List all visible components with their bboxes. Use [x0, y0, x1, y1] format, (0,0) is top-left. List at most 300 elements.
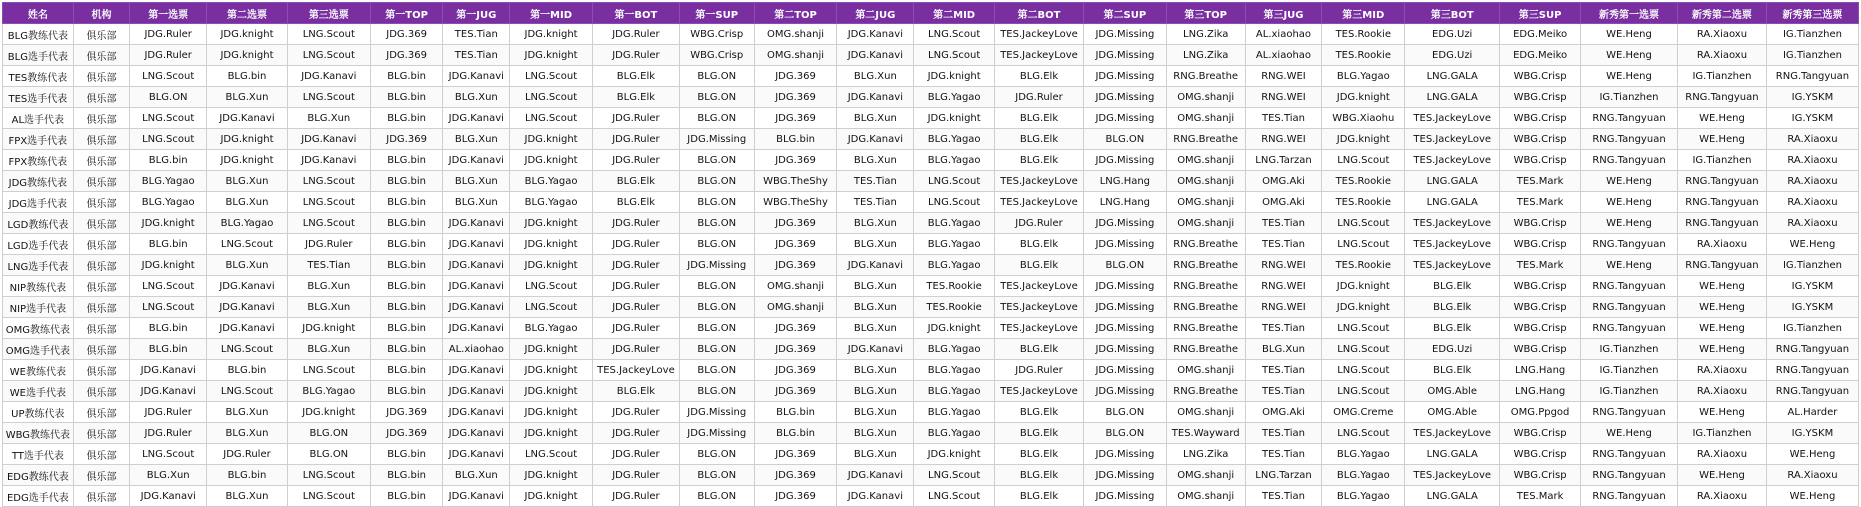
vote-cell: BLG.Yagao [1322, 66, 1405, 87]
vote-cell: TES.Tian [1245, 108, 1322, 129]
table-body [3, 24, 1859, 507]
vote-cell: RA.Xiaoxu [1766, 465, 1858, 486]
vote-cell: OMG.shanji [754, 297, 837, 318]
vote-cell: BLG.Xun [837, 444, 914, 465]
vote-cell: TES.Tian [837, 192, 914, 213]
vote-cell: LNG.Scout [287, 45, 370, 66]
vote-cell: JDG.knight [510, 360, 593, 381]
vote-cell: RA.Xiaoxu [1677, 45, 1766, 66]
vote-cell: WBG.Crisp [1500, 234, 1581, 255]
vote-cell: BLG.Yagao [287, 381, 370, 402]
voter-name-cell: EDG选手代表 [3, 486, 74, 507]
vote-cell: BLG.ON [679, 234, 754, 255]
vote-cell: RNG.Tangyuan [1677, 255, 1766, 276]
vote-cell: LNG.GALA [1405, 444, 1500, 465]
vote-cell: JDG.Kanavi [443, 213, 510, 234]
vote-cell: JDG.Kanavi [443, 276, 510, 297]
vote-cell: WBG.Crisp [1500, 213, 1581, 234]
vote-cell: OMG.shanji [754, 45, 837, 66]
vote-cell: JDG.Ruler [592, 402, 679, 423]
vote-cell: WE.Heng [1677, 402, 1766, 423]
vote-cell: WE.Heng [1677, 339, 1766, 360]
organization-cell: 俱乐部 [73, 276, 130, 297]
column-header: 第一MID [510, 3, 593, 24]
vote-cell: RNG.Tangyuan [1677, 87, 1766, 108]
vote-cell: BLG.Xun [837, 423, 914, 444]
voter-name-cell: TES教练代表 [3, 66, 74, 87]
vote-cell: OMG.shanji [1166, 486, 1245, 507]
vote-cell: TES.JackeyLove [1405, 108, 1500, 129]
vote-cell: TES.Rookie [1322, 171, 1405, 192]
vote-cell: JDG.Kanavi [443, 423, 510, 444]
vote-cell: LNG.Tarzan [1245, 465, 1322, 486]
vote-cell: LNG.Scout [207, 339, 288, 360]
vote-cell: JDG.Ruler [130, 45, 207, 66]
vote-cell: LNG.Scout [510, 444, 593, 465]
vote-cell: BLG.ON [679, 297, 754, 318]
voter-name-cell: LGD教练代表 [3, 213, 74, 234]
vote-cell: JDG.knight [510, 129, 593, 150]
vote-cell: IG.Tianzhen [1766, 255, 1858, 276]
vote-cell: JDG.369 [754, 66, 837, 87]
vote-cell: JDG.369 [370, 402, 443, 423]
vote-cell: WBG.TheShy [754, 192, 837, 213]
vote-cell: RNG.Breathe [1166, 66, 1245, 87]
vote-cell: TES.Tian [443, 45, 510, 66]
vote-cell: WE.Heng [1677, 465, 1766, 486]
vote-cell: BLG.Xun [287, 276, 370, 297]
vote-cell: WBG.Crisp [1500, 297, 1581, 318]
vote-cell: BLG.bin [207, 360, 288, 381]
vote-cell: BLG.Yagao [130, 192, 207, 213]
vote-cell: TES.Tian [1245, 444, 1322, 465]
vote-cell: JDG.Missing [679, 129, 754, 150]
vote-cell: BLG.bin [370, 108, 443, 129]
vote-cell: JDG.Ruler [592, 486, 679, 507]
vote-cell: BLG.Xun [837, 402, 914, 423]
vote-cell: BLG.bin [370, 276, 443, 297]
vote-cell: JDG.Kanavi [130, 486, 207, 507]
vote-cell: RA.Xiaoxu [1766, 171, 1858, 192]
vote-cell: BLG.ON [1083, 255, 1166, 276]
vote-cell: IG.YSKM [1766, 297, 1858, 318]
vote-cell: BLG.Xun [130, 465, 207, 486]
vote-cell: BLG.ON [679, 444, 754, 465]
organization-cell: 俱乐部 [73, 192, 130, 213]
vote-cell: TES.Tian [287, 255, 370, 276]
vote-cell: BLG.Xun [837, 297, 914, 318]
vote-cell: BLG.ON [1083, 402, 1166, 423]
vote-cell: BLG.bin [370, 255, 443, 276]
vote-cell: JDG.Ruler [592, 213, 679, 234]
vote-cell: BLG.Yagao [914, 360, 995, 381]
vote-cell: LNG.Hang [1500, 381, 1581, 402]
vote-cell: JDG.Kanavi [443, 360, 510, 381]
vote-cell: LNG.Scout [914, 171, 995, 192]
vote-cell: JDG.Missing [1083, 360, 1166, 381]
voter-name-cell: LNG选手代表 [3, 255, 74, 276]
vote-cell: BLG.Yagao [510, 171, 593, 192]
vote-cell: RA.Xiaoxu [1766, 213, 1858, 234]
organization-cell: 俱乐部 [73, 465, 130, 486]
vote-cell: RA.Xiaoxu [1766, 150, 1858, 171]
vote-cell: OMG.shanji [1166, 171, 1245, 192]
column-header: 第三MID [1322, 3, 1405, 24]
vote-cell: IG.Tianzhen [1766, 45, 1858, 66]
vote-cell: BLG.Xun [443, 87, 510, 108]
vote-cell: BLG.Elk [995, 150, 1084, 171]
vote-cell: BLG.bin [207, 66, 288, 87]
table-row [3, 465, 1859, 486]
vote-cell: RNG.Tangyuan [1581, 108, 1678, 129]
vote-cell: BLG.Xun [443, 129, 510, 150]
table-row [3, 234, 1859, 255]
vote-cell: LNG.Scout [1322, 339, 1405, 360]
vote-cell: JDG.Ruler [592, 255, 679, 276]
vote-cell: RNG.WEI [1245, 129, 1322, 150]
table-row [3, 444, 1859, 465]
vote-cell: RNG.Breathe [1166, 381, 1245, 402]
vote-cell: LNG.Scout [1322, 150, 1405, 171]
vote-cell: OMG.Aki [1245, 402, 1322, 423]
vote-cell: LNG.Tarzan [1245, 150, 1322, 171]
vote-cell: JDG.Kanavi [287, 66, 370, 87]
vote-cell: BLG.Elk [995, 486, 1084, 507]
vote-cell: LNG.Scout [914, 192, 995, 213]
table-row [3, 150, 1859, 171]
vote-cell: JDG.Ruler [592, 339, 679, 360]
vote-cell: JDG.Kanavi [443, 318, 510, 339]
vote-cell: RNG.Tangyuan [1581, 465, 1678, 486]
vote-cell: JDG.knight [914, 66, 995, 87]
vote-cell: BLG.Elk [592, 87, 679, 108]
table-row [3, 171, 1859, 192]
vote-table-sheet [2, 2, 1859, 504]
vote-cell: JDG.knight [207, 24, 288, 45]
vote-cell: WE.Heng [1581, 192, 1678, 213]
vote-cell: TES.Wayward [1166, 423, 1245, 444]
vote-cell: BLG.Xun [837, 360, 914, 381]
vote-cell: IG.Tianzhen [1677, 66, 1766, 87]
organization-cell: 俱乐部 [73, 171, 130, 192]
table-row [3, 87, 1859, 108]
vote-cell: TES.JackeyLove [995, 297, 1084, 318]
vote-cell: WBG.Xiaohu [1322, 108, 1405, 129]
vote-cell: TES.JackeyLove [1405, 234, 1500, 255]
vote-cell: JDG.Kanavi [287, 129, 370, 150]
organization-cell: 俱乐部 [73, 129, 130, 150]
vote-cell: TES.Tian [1245, 381, 1322, 402]
vote-cell: TES.Rookie [914, 297, 995, 318]
vote-cell: BLG.bin [370, 213, 443, 234]
vote-cell: JDG.Missing [1083, 234, 1166, 255]
column-header: 第二选票 [207, 3, 288, 24]
vote-cell: BLG.ON [679, 108, 754, 129]
vote-cell: LNG.Scout [130, 108, 207, 129]
vote-table [2, 2, 1859, 507]
vote-cell: IG.Tianzhen [1581, 87, 1678, 108]
vote-cell: RNG.Tangyuan [1677, 171, 1766, 192]
vote-cell: JDG.knight [510, 150, 593, 171]
vote-cell: BLG.ON [679, 192, 754, 213]
vote-cell: AL.xiaohao [443, 339, 510, 360]
vote-cell: LNG.Scout [130, 66, 207, 87]
vote-cell: JDG.knight [510, 486, 593, 507]
column-header: 第三TOP [1166, 3, 1245, 24]
vote-cell: JDG.Missing [679, 255, 754, 276]
vote-cell: LNG.Scout [287, 465, 370, 486]
voter-name-cell: BLG选手代表 [3, 45, 74, 66]
vote-cell: LNG.Hang [1083, 171, 1166, 192]
vote-cell: BLG.Xun [207, 192, 288, 213]
vote-cell: JDG.knight [287, 402, 370, 423]
table-row [3, 402, 1859, 423]
column-header: 第二JUG [837, 3, 914, 24]
vote-cell: BLG.Elk [995, 108, 1084, 129]
vote-cell: WE.Heng [1581, 45, 1678, 66]
vote-cell: BLG.Elk [995, 255, 1084, 276]
vote-cell: JDG.knight [207, 129, 288, 150]
vote-cell: LNG.Zika [1166, 444, 1245, 465]
vote-cell: RNG.WEI [1245, 87, 1322, 108]
table-row [3, 318, 1859, 339]
vote-cell: JDG.369 [754, 318, 837, 339]
vote-cell: IG.Tianzhen [1766, 318, 1858, 339]
vote-cell: JDG.Missing [1083, 381, 1166, 402]
vote-cell: LNG.Zika [1166, 45, 1245, 66]
voter-name-cell: JDG选手代表 [3, 192, 74, 213]
vote-cell: JDG.Kanavi [207, 297, 288, 318]
vote-cell: BLG.Xun [837, 381, 914, 402]
vote-cell: JDG.369 [754, 486, 837, 507]
vote-cell: RNG.Breathe [1166, 255, 1245, 276]
vote-cell: JDG.Missing [1083, 276, 1166, 297]
organization-cell: 俱乐部 [73, 381, 130, 402]
vote-cell: JDG.knight [207, 150, 288, 171]
vote-cell: TES.Tian [1245, 213, 1322, 234]
vote-cell: JDG.knight [510, 255, 593, 276]
organization-cell: 俱乐部 [73, 423, 130, 444]
vote-cell: BLG.Elk [995, 402, 1084, 423]
vote-cell: RNG.Breathe [1166, 339, 1245, 360]
vote-cell: WBG.Crisp [1500, 444, 1581, 465]
vote-cell: BLG.Xun [207, 87, 288, 108]
vote-cell: RNG.Tangyuan [1677, 192, 1766, 213]
vote-cell: TES.JackeyLove [1405, 423, 1500, 444]
vote-cell: JDG.Missing [1083, 318, 1166, 339]
voter-name-cell: UP教练代表 [3, 402, 74, 423]
vote-cell: JDG.369 [754, 360, 837, 381]
vote-cell: BLG.Yagao [1322, 444, 1405, 465]
vote-cell: BLG.bin [130, 339, 207, 360]
vote-cell: OMG.shanji [1166, 192, 1245, 213]
vote-cell: BLG.Xun [287, 339, 370, 360]
vote-cell: JDG.knight [510, 45, 593, 66]
vote-cell: LNG.Scout [1322, 234, 1405, 255]
column-header: 姓名 [3, 3, 74, 24]
vote-cell: JDG.knight [914, 444, 995, 465]
vote-cell: RNG.Tangyuan [1581, 486, 1678, 507]
vote-cell: JDG.Kanavi [130, 381, 207, 402]
vote-cell: JDG.Missing [1083, 45, 1166, 66]
vote-cell: BLG.Yagao [914, 339, 995, 360]
vote-cell: JDG.Kanavi [443, 150, 510, 171]
vote-cell: OMG.Able [1405, 381, 1500, 402]
voter-name-cell: OMG选手代表 [3, 339, 74, 360]
vote-cell: AL.xiaohao [1245, 45, 1322, 66]
vote-cell: JDG.369 [754, 150, 837, 171]
organization-cell: 俱乐部 [73, 108, 130, 129]
vote-cell: BLG.Xun [837, 150, 914, 171]
vote-cell: BLG.Xun [443, 171, 510, 192]
vote-cell: BLG.bin [130, 318, 207, 339]
vote-cell: JDG.knight [510, 381, 593, 402]
voter-name-cell: TES选手代表 [3, 87, 74, 108]
vote-cell: WBG.Crisp [1500, 87, 1581, 108]
vote-cell: BLG.Xun [1245, 339, 1322, 360]
vote-cell: TES.JackeyLove [1405, 465, 1500, 486]
vote-cell: TES.Mark [1500, 486, 1581, 507]
vote-cell: BLG.Xun [207, 486, 288, 507]
vote-cell: LNG.Scout [510, 87, 593, 108]
vote-cell: BLG.Xun [837, 276, 914, 297]
vote-cell: JDG.Kanavi [837, 465, 914, 486]
vote-cell: BLG.ON [679, 318, 754, 339]
vote-cell: BLG.bin [207, 465, 288, 486]
vote-cell: OMG.Aki [1245, 171, 1322, 192]
vote-cell: BLG.bin [370, 381, 443, 402]
vote-cell: LNG.Hang [1500, 360, 1581, 381]
vote-cell: WBG.Crisp [1500, 66, 1581, 87]
vote-cell: LNG.Scout [287, 24, 370, 45]
vote-cell: RNG.Tangyuan [1677, 213, 1766, 234]
vote-cell: LNG.Scout [130, 129, 207, 150]
vote-cell: RNG.Tangyuan [1581, 402, 1678, 423]
organization-cell: 俱乐部 [73, 360, 130, 381]
vote-cell: BLG.Xun [207, 171, 288, 192]
vote-cell: RNG.Tangyuan [1766, 381, 1858, 402]
vote-cell: JDG.369 [754, 87, 837, 108]
column-header: 第三JUG [1245, 3, 1322, 24]
vote-cell: RNG.Breathe [1166, 297, 1245, 318]
vote-cell: EDG.Uzi [1405, 45, 1500, 66]
vote-cell: BLG.Xun [443, 465, 510, 486]
vote-cell: EDG.Uzi [1405, 339, 1500, 360]
voter-name-cell: EDG教练代表 [3, 465, 74, 486]
voter-name-cell: AL选手代表 [3, 108, 74, 129]
column-header: 第三BOT [1405, 3, 1500, 24]
vote-cell: JDG.knight [1322, 276, 1405, 297]
vote-cell: LNG.Scout [130, 297, 207, 318]
vote-cell: AL.Harder [1766, 402, 1858, 423]
vote-cell: WE.Heng [1677, 297, 1766, 318]
vote-cell: JDG.Kanavi [207, 276, 288, 297]
vote-cell: RNG.Breathe [1166, 276, 1245, 297]
vote-cell: WE.Heng [1677, 276, 1766, 297]
vote-cell: WBG.Crisp [1500, 276, 1581, 297]
vote-cell: IG.Tianzhen [1677, 423, 1766, 444]
vote-cell: JDG.Ruler [130, 423, 207, 444]
vote-cell: JDG.Missing [1083, 108, 1166, 129]
vote-cell: JDG.Kanavi [130, 360, 207, 381]
vote-cell: IG.YSKM [1766, 87, 1858, 108]
vote-cell: JDG.Kanavi [837, 87, 914, 108]
vote-cell: TES.Tian [1245, 423, 1322, 444]
column-header: 第一选票 [130, 3, 207, 24]
vote-cell: BLG.Yagao [510, 318, 593, 339]
vote-cell: BLG.Yagao [207, 213, 288, 234]
vote-cell: JDG.Ruler [995, 360, 1084, 381]
vote-cell: JDG.Missing [679, 402, 754, 423]
column-header: 第三SUP [1500, 3, 1581, 24]
vote-cell: BLG.Elk [995, 339, 1084, 360]
column-header: 第一BOT [592, 3, 679, 24]
voter-name-cell: BLG教练代表 [3, 24, 74, 45]
vote-cell: LNG.GALA [1405, 87, 1500, 108]
vote-cell: RA.Xiaoxu [1677, 444, 1766, 465]
column-header: 第一JUG [443, 3, 510, 24]
vote-cell: LNG.Scout [1322, 423, 1405, 444]
vote-cell: BLG.ON [679, 150, 754, 171]
vote-cell: JDG.Ruler [592, 108, 679, 129]
vote-cell: OMG.shanji [1166, 213, 1245, 234]
vote-cell: OMG.shanji [1166, 87, 1245, 108]
vote-cell: JDG.Kanavi [837, 339, 914, 360]
vote-cell: TES.JackeyLove [995, 24, 1084, 45]
vote-cell: BLG.Elk [995, 234, 1084, 255]
vote-cell: JDG.Kanavi [837, 129, 914, 150]
vote-cell: TES.Tian [1245, 318, 1322, 339]
vote-cell: BLG.Xun [837, 213, 914, 234]
vote-cell: LNG.Scout [1322, 360, 1405, 381]
vote-cell: RA.Xiaoxu [1677, 234, 1766, 255]
vote-cell: BLG.Elk [592, 66, 679, 87]
vote-cell: EDG.Meiko [1500, 24, 1581, 45]
vote-cell: WE.Heng [1581, 24, 1678, 45]
vote-cell: WE.Heng [1581, 255, 1678, 276]
vote-cell: EDG.Meiko [1500, 45, 1581, 66]
vote-cell: BLG.bin [370, 171, 443, 192]
organization-cell: 俱乐部 [73, 24, 130, 45]
vote-cell: LNG.Scout [287, 360, 370, 381]
vote-cell: JDG.Kanavi [443, 234, 510, 255]
vote-cell: WBG.Crisp [1500, 423, 1581, 444]
vote-cell: RNG.WEI [1245, 66, 1322, 87]
vote-cell: LNG.Scout [287, 213, 370, 234]
vote-cell: OMG.Aki [1245, 192, 1322, 213]
vote-cell: JDG.Ruler [287, 234, 370, 255]
vote-cell: LNG.Scout [287, 486, 370, 507]
voter-name-cell: JDG教练代表 [3, 171, 74, 192]
voter-name-cell: OMG教练代表 [3, 318, 74, 339]
vote-cell: JDG.Ruler [995, 87, 1084, 108]
table-row [3, 423, 1859, 444]
vote-cell: IG.Tianzhen [1766, 24, 1858, 45]
voter-name-cell: FPX选手代表 [3, 129, 74, 150]
vote-cell: IG.Tianzhen [1581, 381, 1678, 402]
vote-cell: TES.Rookie [1322, 45, 1405, 66]
vote-cell: JDG.knight [1322, 129, 1405, 150]
vote-cell: WE.Heng [1581, 171, 1678, 192]
vote-cell: BLG.Xun [443, 192, 510, 213]
organization-cell: 俱乐部 [73, 150, 130, 171]
vote-cell: TES.JackeyLove [1405, 150, 1500, 171]
vote-cell: BLG.ON [679, 381, 754, 402]
vote-cell: JDG.knight [130, 255, 207, 276]
vote-cell: BLG.bin [370, 486, 443, 507]
vote-cell: BLG.Yagao [130, 171, 207, 192]
table-row [3, 192, 1859, 213]
